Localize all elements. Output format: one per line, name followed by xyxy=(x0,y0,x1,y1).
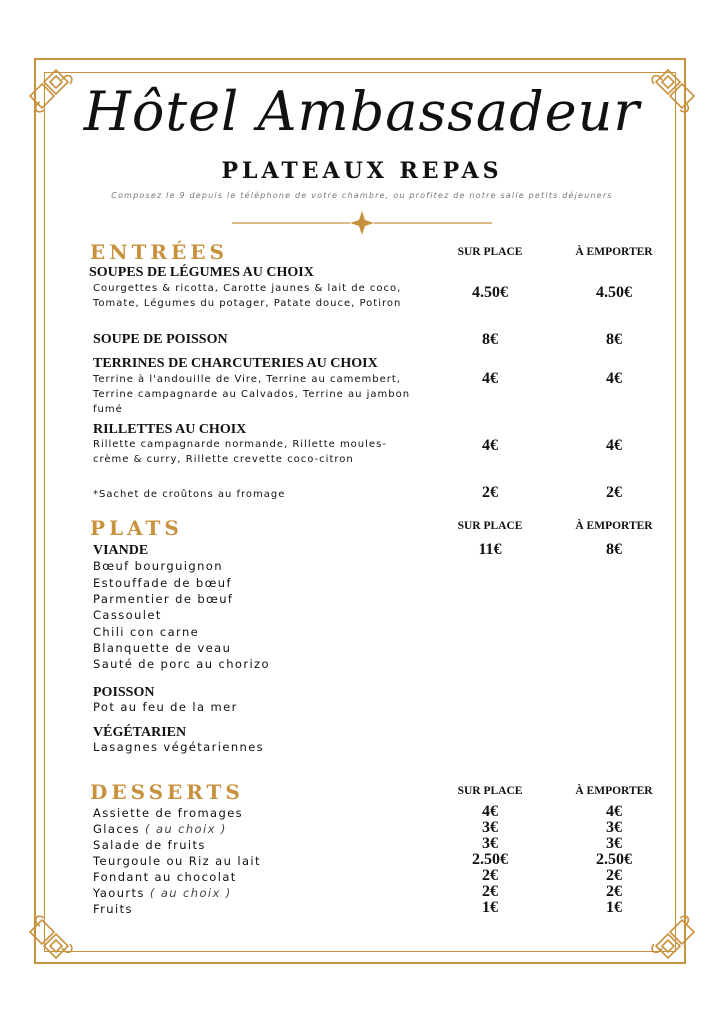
dessert-name: Salade de fruits xyxy=(93,838,206,852)
price-on-site: 3€ xyxy=(482,835,498,852)
price-takeaway: 4€ xyxy=(606,803,622,820)
price-on-site: 4€ xyxy=(482,437,498,454)
entree-title: TERRINES DE CHARCUTERIES AU CHOIX xyxy=(93,356,378,371)
price-on-site: 4€ xyxy=(482,370,498,387)
section-title-desserts: DESSERTS xyxy=(90,780,244,804)
menu-item: Cassoulet xyxy=(93,608,162,622)
col-head-takeaway: À EMPORTER xyxy=(575,785,653,797)
price-on-site: 2€ xyxy=(482,484,498,501)
price-takeaway: 8€ xyxy=(606,331,622,348)
tagline: Composez le 9 depuis le téléphone de votre chambre, ou profitez de notre salle petits déjeuners xyxy=(111,191,613,200)
dessert-name: Assiette de fromages xyxy=(93,806,244,820)
entree-title: SOUPE DE POISSON xyxy=(93,332,228,347)
price-takeaway: 4.50€ xyxy=(596,284,632,301)
price-takeaway: 3€ xyxy=(606,835,622,852)
menu-item: Blanquette de veau xyxy=(93,641,232,655)
poisson-title: POISSON xyxy=(93,685,155,700)
menu-item: Estouffade de bœuf xyxy=(93,576,232,590)
price-on-site: 2.50€ xyxy=(472,851,508,868)
corner-ornament-icon xyxy=(26,902,86,962)
price-on-site: 4.50€ xyxy=(472,284,508,301)
price-on-site: 4€ xyxy=(482,803,498,820)
dessert-name: Glaces ( au choix ) xyxy=(93,822,227,836)
dessert-name: Yaourts ( au choix ) xyxy=(93,886,232,900)
col-head-takeaway: À EMPORTER xyxy=(575,246,653,258)
price-takeaway: 1€ xyxy=(606,899,622,916)
price-takeaway: 2€ xyxy=(606,867,622,884)
price-on-site: 2€ xyxy=(482,883,498,900)
menu-item: Pot au feu de la mer xyxy=(93,700,238,714)
menu-item: Lasagnes végétariennes xyxy=(93,740,265,754)
price-takeaway: 3€ xyxy=(606,819,622,836)
hotel-title: Hôtel Ambassadeur xyxy=(83,80,641,143)
section-title-plats: PLATS xyxy=(90,516,183,540)
entree-title: SOUPES DE LÉGUMES AU CHOIX xyxy=(89,265,314,280)
menu-item: Chili con carne xyxy=(93,625,200,639)
price-on-site: 8€ xyxy=(482,331,498,348)
price-takeaway: 4€ xyxy=(606,370,622,387)
entree-desc: Courgettes & ricotta, Carotte jaunes & lait de coco, Tomate, Légumes du potager, Patate douce, Potiron xyxy=(93,283,402,309)
price-on-site: 1€ xyxy=(482,899,498,916)
section-title-entrees: ENTRÉES xyxy=(90,240,228,264)
page-subtitle: PLATEAUX REPAS xyxy=(221,158,503,184)
price-on-site: 2€ xyxy=(482,867,498,884)
menu-item: Sauté de porc au chorizo xyxy=(93,657,270,671)
dessert-row xyxy=(93,899,693,918)
croutons-note: *Sachet de croûtons au fromage xyxy=(93,489,286,500)
price-on-site: 3€ xyxy=(482,819,498,836)
col-head-on-site: SUR PLACE xyxy=(457,785,523,797)
dessert-name: Fondant au chocolat xyxy=(93,870,237,884)
star-divider-icon xyxy=(232,208,492,238)
col-head-on-site: SUR PLACE xyxy=(457,246,523,258)
price-takeaway: 4€ xyxy=(606,437,622,454)
menu-item: Bœuf bourguignon xyxy=(93,559,223,573)
entree-title: RILLETTES AU CHOIX xyxy=(93,422,247,437)
col-head-on-site: SUR PLACE xyxy=(457,520,523,532)
dessert-name: Teurgoule ou Riz au lait xyxy=(93,854,261,868)
menu-item: Parmentier de bœuf xyxy=(93,592,234,606)
price-takeaway: 2€ xyxy=(606,484,622,501)
vegetarien-title: VÉGÉTARIEN xyxy=(93,725,187,740)
price-takeaway: 8€ xyxy=(606,541,622,558)
price-takeaway: 2€ xyxy=(606,883,622,900)
dessert-name: Fruits xyxy=(93,902,133,916)
viande-title: VIANDE xyxy=(93,543,149,558)
entree-desc: Rillette campagnarde normande, Rillette moules-crème & curry, Rillette crevette coco-citron xyxy=(93,439,387,465)
col-head-takeaway: À EMPORTER xyxy=(575,520,653,532)
entree-desc: Terrine à l'andouille de Vire, Terrine au camembert, Terrine campagnarde au Calvados, Terrine au jambon fumé xyxy=(93,374,411,415)
price-takeaway: 2.50€ xyxy=(596,851,632,868)
price-on-site: 11€ xyxy=(478,541,502,558)
